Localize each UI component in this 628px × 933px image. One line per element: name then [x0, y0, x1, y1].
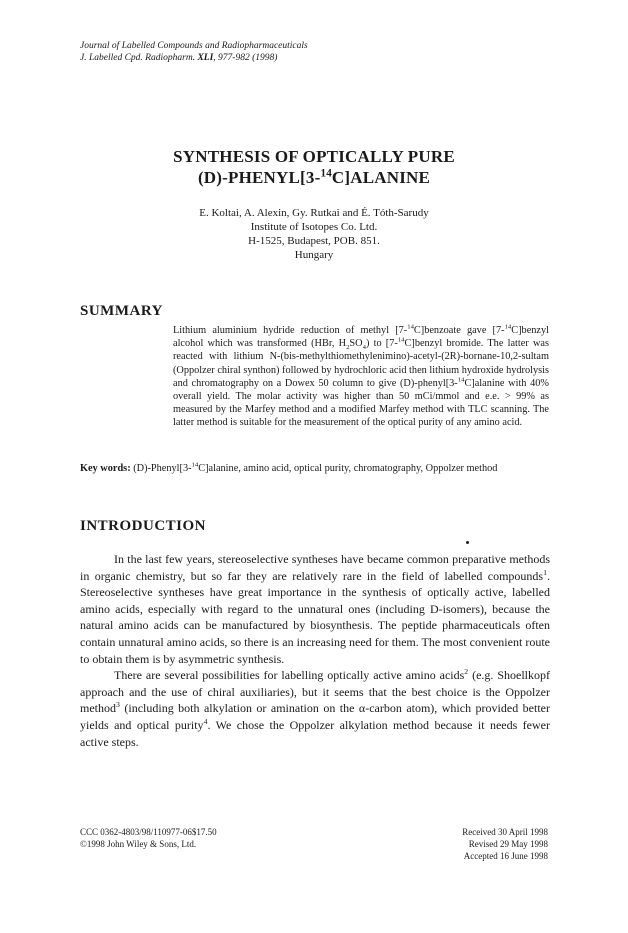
- introduction-heading: INTRODUCTION: [80, 518, 207, 534]
- citation-sup: 1: [543, 567, 547, 577]
- introduction-text: [80, 551, 550, 750]
- summary-heading: SUMMARY: [80, 303, 163, 319]
- summary-part: SO: [349, 338, 363, 350]
- intro-part: . We chose the Oppolzer alkylation method because it needs fewer active steps.: [80, 717, 550, 749]
- citation-sup: 4: [203, 716, 208, 726]
- footer-dates: [462, 826, 548, 862]
- intro-part: In the last few years, stereoselective syntheses have became common preparative methods in organic chemistry, but so far they are relatively rare in the field of labelled compounds: [80, 552, 550, 583]
- citation-sup: 2: [464, 667, 469, 677]
- keywords-label: Key words:: [80, 463, 131, 474]
- footer-copyright: [80, 826, 217, 850]
- title-isotope-sup: 14: [320, 167, 332, 180]
- revised-date: Revised 29 May 1998: [468, 839, 548, 849]
- footer-copyright-line: ©1998 John Wiley & Sons, Ltd.: [80, 839, 197, 849]
- summary-part: ) to [7-: [365, 338, 398, 350]
- intro-part: (including both alkylation or amination on the α-carbon atom), which provided better yields and optical purity: [80, 701, 550, 732]
- intro-paragraph-2: [80, 667, 550, 750]
- summary-sub: 4: [362, 344, 366, 352]
- summary-sup: 14: [397, 336, 405, 344]
- author-names: E. Koltai, A. Alexin, Gy. Rutkai and É. Tóth-Sarudy: [199, 207, 429, 219]
- author-institute: Institute of Isotopes Co. Ltd.: [250, 221, 378, 233]
- footer-code: CCC 0362-4803/98/110977-06$17.50: [80, 827, 217, 837]
- citation-sup: 3: [116, 700, 120, 710]
- author-country: Hungary: [294, 249, 334, 261]
- summary-part: C]benzyl bromide. The latter was reacted with lithium N-(bis-methylthiomethylenimino)-acetyl-(2R)-bornane-10,2-sultam (Oppolzer chiral synthon) followed by hydrochloric acid then lithium hydroxide hydrolysis and chromatography on a Dowex 50 column to give (D)-phenyl[3-: [173, 338, 550, 389]
- title-line-2-post: C]ALANINE: [331, 168, 431, 187]
- keywords-part: (D)-Phenyl[3-: [130, 463, 192, 474]
- accepted-date: Accepted 16 June 1998: [463, 851, 548, 861]
- journal-volume: XLI: [197, 53, 214, 63]
- summary-text: [173, 324, 549, 430]
- author-address: H-1525, Budapest, POB. 851.: [248, 235, 380, 247]
- summary-sup: 14: [504, 323, 512, 331]
- journal-header: [80, 40, 308, 64]
- title-line-1: SYNTHESIS OF OPTICALLY PURE: [173, 147, 455, 166]
- journal-citation: [80, 52, 308, 64]
- intro-paragraph-1: [80, 551, 550, 667]
- summary-sup: 14: [407, 323, 414, 331]
- intro-part: (e.g. Shoellkopf approach and the use of chiral auxiliaries), but it seems that the best choice is the Oppolzer method: [80, 668, 550, 716]
- keywords-sup: 14: [191, 461, 199, 469]
- intro-part: There are several possibilities for labelling optically active amino acids: [114, 668, 465, 683]
- intro-part: . Stereoselective syntheses have great importance in the synthesis of optically active, labelled amino acids, especially with regard to the unnatural ones (including D-isomers), because the natural amino acids can be manufactured by biosynthesis. The peptide pharmaceuticals often contain unnatural amino acids, so there is an increasing need for them. The most convenient route to obtain them is by asymmetric synthesis.: [80, 568, 550, 666]
- received-date: Received 30 April 1998: [462, 827, 548, 837]
- paper-title: [80, 146, 548, 188]
- summary-part: C]benzyl alcohol which was transformed (HBr, H: [173, 325, 549, 350]
- summary-sub: 2: [346, 344, 350, 352]
- keywords-part: C]alanine, amino acid, optical purity, chromatography, Oppolzer method: [198, 463, 498, 474]
- author-block: [80, 206, 548, 262]
- journal-name: Journal of Labelled Compounds and Radiopharmaceuticals: [80, 41, 308, 51]
- summary-part: C]benzoate gave [7-: [413, 325, 505, 336]
- journal-abbrev: J. Labelled Cpd. Radiopharm.: [80, 53, 196, 63]
- journal-pages: , 977-982 (1998): [213, 53, 278, 63]
- stray-dot: [466, 541, 469, 544]
- summary-part: C]alanine with 40% overall yield. The molar activity was higher than 50 mCi/mmol and e.e. > 99% as measured by the Marfey method and a modified Marfey method with TLC scanning. The latter method is suitable for the measurement of the optical purity of any amino acid.: [173, 377, 550, 429]
- keywords: [80, 462, 550, 476]
- summary-sup: 14: [457, 376, 465, 384]
- title-line-2-pre: (D)-PHENYL[3-: [197, 168, 321, 187]
- summary-part: Lithium aluminium hydride reduction of methyl [7-: [173, 325, 408, 336]
- title-line-2: [80, 167, 548, 188]
